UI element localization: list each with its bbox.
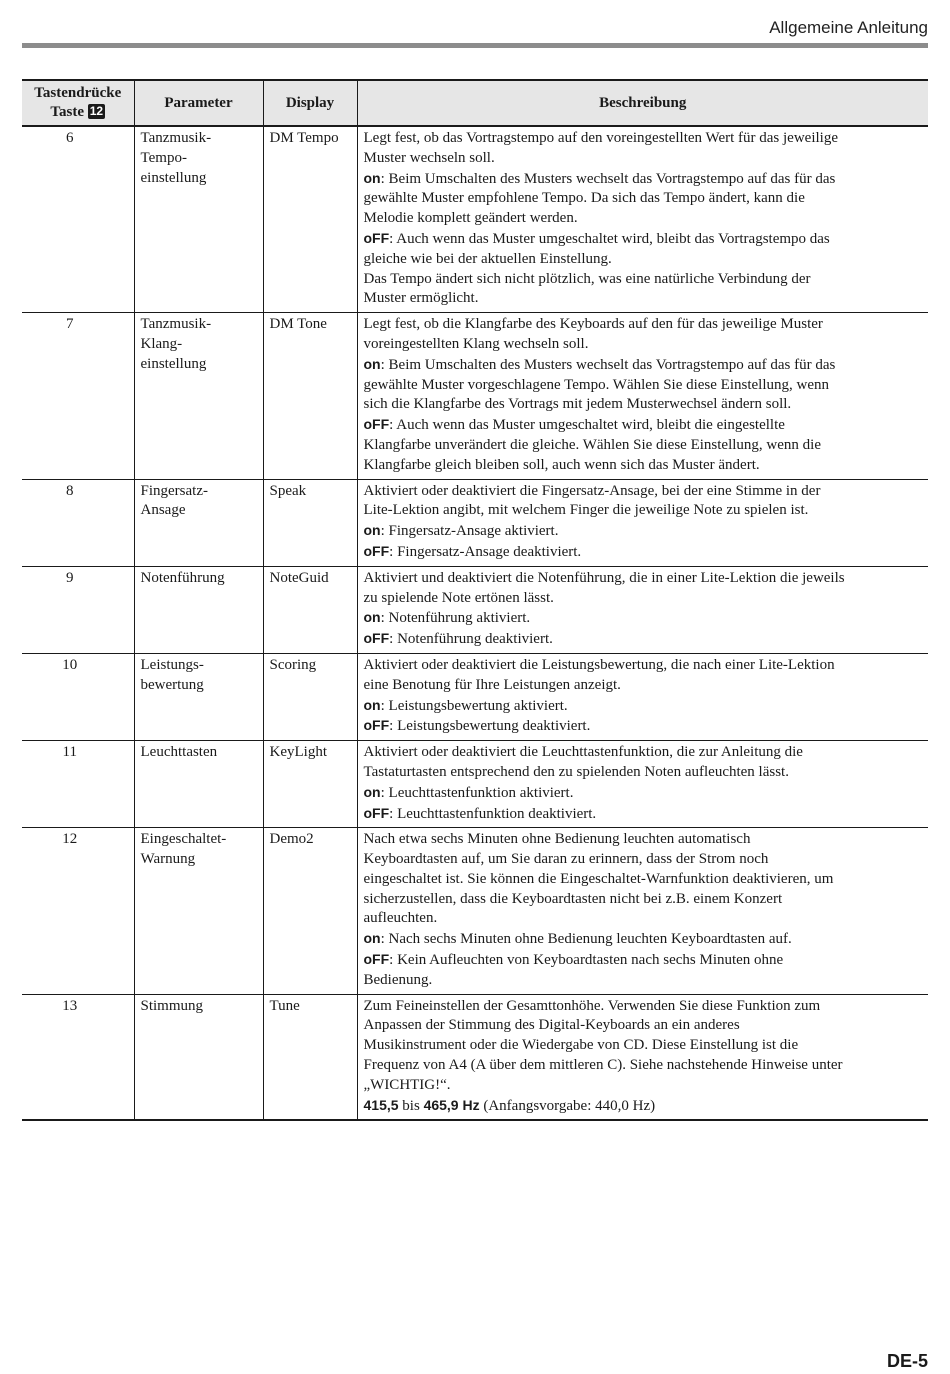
setting-value-keyword: on (363, 609, 381, 626)
description-text: : Leuchttastenfunktion aktiviert. (380, 784, 574, 801)
description-line (364, 1036, 925, 1056)
parameter-table (22, 79, 928, 1121)
row-parameter (134, 126, 263, 313)
description-text: : Notenführung aktiviert. (380, 610, 531, 627)
row-key-number: 12 (62, 831, 78, 848)
row-display: Demo2 (263, 828, 357, 994)
description-line (364, 589, 925, 609)
description-text: aufleuchten. (363, 910, 438, 927)
description-text: „WICHTIG!“. (363, 1076, 451, 1093)
description-text: Tastaturtasten entsprechend den zu spielenden Noten aufleuchten lässt. (363, 763, 789, 780)
column-header-key (22, 80, 134, 126)
parameter-line: Tanzmusik- (140, 316, 212, 333)
description-line (364, 436, 925, 456)
description-line (364, 189, 925, 209)
table-body (22, 126, 928, 1120)
row-display: DM Tempo (263, 126, 357, 313)
description-text: voreingestellten Klang wechseln soll. (363, 335, 589, 352)
setting-value-keyword: oFF (363, 542, 390, 559)
description-line (364, 909, 925, 929)
setting-value-keyword: on (363, 783, 381, 800)
column-header-description: Beschreibung (357, 80, 928, 126)
description-text: : Fingersatz-Ansage deaktiviert. (389, 543, 582, 560)
description-line (364, 1016, 925, 1036)
description-text: (Anfangsvorgabe: 440,0 Hz) (479, 1097, 656, 1114)
row-key-number: 10 (62, 656, 78, 673)
description-text: Aktiviert oder deaktiviert die Leuchttastenfunktion, die zur Anleitung die (363, 744, 803, 761)
description-text: Keyboardtasten auf, um Sie daran zu erinnern, dass der Strom noch (363, 851, 769, 868)
row-description (357, 994, 928, 1120)
parameter-line: Stimmung (140, 997, 204, 1014)
description-text: bis (398, 1097, 424, 1114)
description-text: eine Benotung für Ihre Leistungen anzeigt. (363, 676, 621, 693)
row-key-number: 7 (66, 316, 74, 333)
row-display: Tune (263, 994, 357, 1120)
setting-value-keyword: on (363, 522, 381, 539)
table-row (22, 994, 928, 1120)
description-line (364, 890, 925, 910)
description-line (364, 169, 925, 190)
description-line (364, 716, 925, 737)
table-row (22, 828, 928, 994)
description-text: Bedienung. (363, 971, 433, 988)
description-text: gleiche wie bei der aktuellen Einstellung. (363, 250, 612, 267)
description-text: gewählte Muster vorgeschlagene Tempo. Wählen Sie diese Einstellung, wenn (363, 376, 829, 393)
parameter-line: Fingersatz- (140, 482, 208, 499)
description-line (364, 229, 925, 250)
setting-value-keyword: on (363, 930, 381, 947)
description-line (364, 608, 925, 629)
description-line (364, 830, 925, 850)
description-line (364, 250, 925, 270)
description-line (364, 696, 925, 717)
description-line (364, 209, 925, 229)
row-parameter (134, 313, 263, 479)
row-display: DM Tone (263, 313, 357, 479)
description-line (364, 355, 925, 376)
description-text: Legt fest, ob das Vortragstempo auf den voreingestellten Wert für das jeweilige (363, 130, 838, 146)
row-description (357, 479, 928, 566)
description-text: : Leistungsbewertung aktiviert. (380, 697, 568, 714)
row-description (357, 566, 928, 653)
description-line (364, 870, 925, 890)
setting-value-keyword: on (363, 169, 381, 186)
description-text: Frequenz von A4 (A über dem mittleren C). Siehe nachstehende Hinweise unter (363, 1057, 843, 1074)
description-line (364, 850, 925, 870)
description-line (364, 542, 925, 563)
description-text: Das Tempo ändert sich nicht plötzlich, was eine natürliche Verbindung der (363, 270, 811, 287)
row-key-number: 13 (62, 997, 78, 1014)
description-text: Zum Feineinstellen der Gesamttonhöhe. Verwenden Sie diese Funktion zum (363, 997, 821, 1014)
row-description (357, 313, 928, 479)
column-header-key-line2: Taste (50, 104, 84, 120)
description-line (364, 950, 925, 971)
parameter-line: bewertung (140, 676, 204, 693)
column-header-key-line1: Tastendrücke (34, 85, 122, 101)
row-key-number: 9 (66, 569, 74, 586)
setting-value-keyword: oFF (363, 804, 390, 821)
setting-value-keyword: 415,5 (363, 1096, 399, 1113)
parameter-line: Tempo- (140, 149, 187, 166)
description-text: Aktiviert oder deaktiviert die Leistungsbewertung, die nach einer Lite-Lektion (363, 656, 835, 673)
description-text: Aktiviert und deaktiviert die Notenführung, die in einer Lite-Lektion die jeweils (363, 569, 845, 586)
description-line (364, 629, 925, 650)
row-key-number: 8 (66, 482, 74, 499)
row-parameter (134, 653, 263, 740)
table-row (22, 126, 928, 313)
description-text: : Notenführung deaktiviert. (389, 631, 553, 648)
row-description (357, 126, 928, 313)
description-line (364, 743, 925, 763)
description-line (364, 376, 925, 396)
description-line (364, 1096, 925, 1117)
description-text: Nach etwa sechs Minuten ohne Bedienung leuchten automatisch (363, 831, 751, 848)
description-line (364, 482, 925, 502)
row-display: Scoring (263, 653, 357, 740)
row-parameter (134, 741, 263, 828)
description-line (364, 997, 925, 1017)
header-rule (22, 43, 928, 48)
description-line (364, 783, 925, 804)
description-text: Musikinstrument oder die Wiedergabe von CD. Diese Einstellung ist die (363, 1037, 799, 1054)
description-line (364, 456, 925, 476)
description-text: sicherzustellen, dass die Keyboardtasten nicht bei z.B. einem Konzert (363, 890, 783, 907)
description-line (364, 289, 925, 309)
key-12-badge-icon: 12 (89, 104, 104, 118)
description-line (364, 315, 925, 335)
setting-value-keyword: 465,9 Hz (423, 1096, 480, 1113)
description-line (364, 656, 925, 676)
parameter-line: einstellung (140, 169, 207, 186)
description-text: Aktiviert oder deaktiviert die Fingersatz-Ansage, bei der eine Stimme in der (363, 482, 821, 499)
description-text: Lite-Lektion angibt, mit welchem Finger die jeweilige Note zu spielen ist. (363, 502, 809, 519)
description-text: : Auch wenn das Muster umgeschaltet wird, bleibt das Vortragstempo das (389, 230, 830, 247)
page-header-title: Allgemeine Anleitung (769, 18, 928, 37)
description-text: Legt fest, ob die Klangfarbe des Keyboards auf den für das jeweilige Muster (363, 316, 823, 333)
description-line (364, 270, 925, 290)
description-line (364, 929, 925, 950)
description-text: gewählte Muster empfohlene Tempo. Da sich das Tempo ändert, kann die (363, 190, 805, 207)
row-display: Speak (263, 479, 357, 566)
row-key-number: 6 (66, 130, 74, 146)
column-header-display: Display (263, 80, 357, 126)
row-display: KeyLight (263, 741, 357, 828)
setting-value-keyword: on (363, 696, 381, 713)
row-description (357, 741, 928, 828)
description-text: eingeschaltet ist. Sie können die Eingeschaltet-Warnfunktion deaktivieren, um (363, 870, 834, 887)
parameter-line: Leuchttasten (140, 744, 218, 761)
description-text: Anpassen der Stimmung des Digital-Keyboards an ein anderes (363, 1017, 740, 1034)
setting-value-keyword: oFF (363, 229, 390, 246)
parameter-line: Warnung (140, 851, 196, 868)
parameter-line: Klang- (140, 335, 183, 352)
table-row (22, 313, 928, 479)
description-text: zu spielende Note ertönen lässt. (363, 589, 554, 606)
description-text: Muster wechseln soll. (363, 149, 495, 166)
description-text: : Kein Aufleuchten von Keyboardtasten nach sechs Minuten ohne (389, 952, 784, 969)
description-line (364, 501, 925, 521)
setting-value-keyword: oFF (363, 717, 390, 734)
description-text: : Leuchttastenfunktion deaktiviert. (389, 805, 597, 822)
description-line (364, 129, 925, 149)
parameter-line: Eingeschaltet- (140, 831, 227, 848)
description-line (364, 676, 925, 696)
description-text: Melodie komplett geändert werden. (363, 210, 578, 227)
row-parameter (134, 828, 263, 994)
row-description (357, 653, 928, 740)
row-display: NoteGuid (263, 566, 357, 653)
description-text: : Beim Umschalten des Musters wechselt das Vortragstempo auf das für das (380, 356, 836, 373)
description-line (364, 415, 925, 436)
setting-value-keyword: on (363, 355, 381, 372)
column-header-parameter: Parameter (134, 80, 263, 126)
row-description (357, 828, 928, 994)
table-row (22, 479, 928, 566)
row-key-number: 11 (62, 744, 77, 761)
description-line (364, 763, 925, 783)
description-line (364, 569, 925, 589)
parameter-line: einstellung (140, 355, 207, 372)
description-line (364, 335, 925, 355)
description-text: : Beim Umschalten des Musters wechselt das Vortragstempo auf das für das (380, 170, 836, 187)
description-text: Muster ermöglicht. (363, 290, 479, 307)
description-text: sich die Klangfarbe des Vortrags mit jedem Musterwechsel ändern soll. (363, 396, 792, 413)
parameter-line: Notenführung (140, 569, 225, 586)
table-row (22, 566, 928, 653)
row-parameter (134, 566, 263, 653)
description-text: Klangfarbe gleich bleiben soll, auch wenn sich das Muster ändert. (363, 456, 760, 473)
setting-value-keyword: oFF (363, 951, 390, 968)
table-row (22, 653, 928, 740)
description-text: : Fingersatz-Ansage aktiviert. (380, 523, 559, 540)
table-row (22, 741, 928, 828)
description-text: : Auch wenn das Muster umgeschaltet wird, bleibt die eingestellte (389, 417, 785, 434)
description-text: Klangfarbe unverändert die gleiche. Wählen Sie diese Einstellung, wenn die (363, 436, 821, 453)
description-line (364, 971, 925, 991)
table-header-row (22, 80, 928, 126)
setting-value-keyword: oFF (363, 630, 390, 647)
description-line (364, 1076, 925, 1096)
description-line (364, 149, 925, 169)
description-line (364, 1056, 925, 1076)
setting-value-keyword: oFF (363, 416, 390, 433)
parameter-line: Leistungs- (140, 656, 204, 673)
description-text: : Nach sechs Minuten ohne Bedienung leuchten Keyboardtasten auf. (380, 931, 792, 948)
row-parameter (134, 479, 263, 566)
parameter-line: Tanzmusik- (140, 130, 212, 146)
description-line (364, 804, 925, 825)
row-parameter (134, 994, 263, 1120)
description-line (364, 521, 925, 542)
description-line (364, 395, 925, 415)
parameter-line: Ansage (140, 502, 186, 519)
description-text: : Leistungsbewertung deaktiviert. (389, 718, 591, 735)
page-number: DE-5 (886, 1351, 928, 1371)
